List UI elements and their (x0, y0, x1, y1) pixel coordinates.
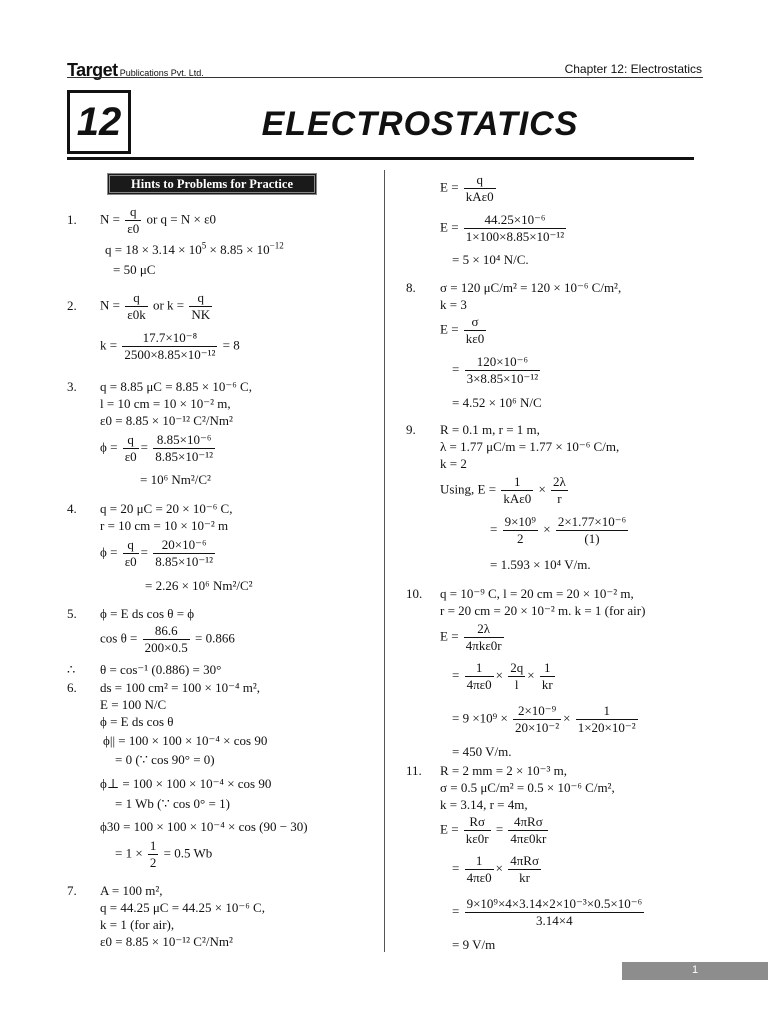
problem-2-line-1: N = $\frac{q}{\varepsilon 0k}$ or k = $\frac{q}{NK}$ (100, 290, 211, 323)
problem-3-line-3: ε0 = 8.85 × 10⁻¹² C²/Nm² (100, 413, 233, 428)
problem-number: 10. (406, 586, 423, 601)
page-number-bar: 1 (622, 962, 768, 980)
problem-7-line-3: k = 1 (for air), (100, 917, 175, 932)
problem-10-line-6: = 450 V/m. (452, 744, 512, 759)
problem-8-line-5: = 4.52 × 10⁶ N/C (452, 395, 542, 410)
problem-10-line-2: r = 20 cm = 20 × 10⁻² m. k = 1 (for air) (440, 603, 646, 618)
problem-9-line-1: R = 0.1 m, r = 1 m, (440, 422, 540, 437)
problem-9-line-2: λ = 1.77 μC/m = 1.77 × 10⁻⁶ C/m, (440, 439, 620, 454)
problem-3-line-4: ϕ = $\frac{q}{\varepsilon 0}$ = $\frac{\text{8.85×10⁻⁶}}{\text{8.85×10⁻¹²}}$ (100, 432, 213, 465)
title-rule (67, 157, 694, 160)
problem-5-line-1: ϕ = E ds cos θ = ϕ (100, 606, 195, 621)
hints-banner: Hints to Problems for Practice (107, 173, 317, 195)
problem-7-line-6: E = $\frac{\text{44.25×10⁻⁶}}{\text{1×100×8.85×10⁻¹²}}$ (440, 212, 565, 245)
chapter-label: Chapter 12: Electrostatics (564, 62, 702, 76)
problem-6-line-2: E = 100 N/C (100, 697, 167, 712)
problem-4-line-3: ϕ = $\frac{q}{\varepsilon 0}$ = $\frac{\text{20×10⁻⁶}}{\text{8.85×10⁻¹²}}$ (100, 537, 213, 570)
problem-11-line-2: σ = 0.5 μC/m² = 0.5 × 10⁻⁶ C/m², (440, 780, 615, 795)
header-rule (67, 77, 703, 78)
problem-8-line-2: k = 3 (440, 297, 467, 312)
problem-number: 8. (406, 280, 416, 295)
problem-10-line-1: q = 10⁻⁹ C, l = 20 cm = 20 × 10⁻² m, (440, 586, 634, 601)
problem-6-line-4: ϕ|| = 100 × 100 × 10⁻⁴ × cos 90 (103, 733, 268, 748)
problem-6-line-1: ds = 100 cm² = 100 × 10⁻⁴ m², (100, 680, 260, 695)
problem-11-line-7: = 9 V/m (452, 937, 496, 952)
problem-6-line-8: ϕ30 = 100 × 100 × 10⁻⁴ × cos (90 − 30) (100, 819, 308, 834)
problem-6-line-7: = 1 Wb (∵ cos 0° = 1) (115, 796, 230, 811)
problem-7-line-2: q = 44.25 μC = 44.25 × 10⁻⁶ C, (100, 900, 265, 915)
problem-4-line-1: q = 20 μC = 20 × 10⁻⁶ C, (100, 501, 233, 516)
problem-8-line-3: E = $\frac{\sigma}{k\varepsilon 0}$ (440, 314, 485, 347)
problem-number: 2. (67, 298, 77, 313)
problem-number: 9. (406, 422, 416, 437)
problem-3-line-5: = 10⁶ Nm²/C² (140, 472, 211, 487)
problem-11-line-3: k = 3.14, r = 4m, (440, 797, 528, 812)
problem-9-line-3: k = 2 (440, 456, 467, 471)
problem-number: 4. (67, 501, 77, 516)
problem-8-line-4: = $\frac{\text{120×10⁻⁶}}{\text{3×8.85×10⁻¹²}}$ (452, 354, 539, 387)
brand-name: Target (67, 60, 118, 80)
problem-9-line-5: = $\frac{\text{9×10⁹}}{2}$ × $\frac{\text{2×1.77×10⁻⁶}}{(1)}$ (490, 514, 627, 547)
problem-7-line-7: = 5 × 10⁴ N/C. (452, 252, 529, 267)
problem-7-line-4: ε0 = 8.85 × 10⁻¹² C²/Nm² (100, 934, 233, 949)
problem-7-line-1: A = 100 m², (100, 883, 163, 898)
problem-1-line-3: = 50 μC (113, 262, 156, 277)
problem-6-line-3: ϕ = E ds cos θ (100, 714, 174, 729)
problem-11-line-5: = $\frac{1}{4\pi\varepsilon 0}$ × $\frac{\text{4πRσ}}{kr}$ (452, 853, 539, 886)
problem-9-line-4: Using, E = $\frac{1}{\text{kAε0}}$ × $\frac{2\lambda}{r}$ (440, 474, 566, 507)
problem-4-line-4: = 2.26 × 10⁶ Nm²/C² (145, 578, 253, 593)
problem-8-line-1: σ = 120 μC/m² = 120 × 10⁻⁶ C/m², (440, 280, 622, 295)
problem-10-line-4: = $\frac{1}{4\pi\varepsilon 0}$ × $\frac{2q}{l}$ × $\frac{1}{kr}$ (452, 660, 553, 693)
problem-6-line-5: = 0 (∵ cos 90° = 0) (115, 752, 215, 767)
problem-11-line-4: E = $\frac{R\sigma}{k\varepsilon 0r}$ = $\frac{\text{4πRσ}}{4\pi\varepsilon 0kr}$ (440, 814, 547, 847)
problem-number: 1. (67, 212, 77, 227)
problem-3-line-2: l = 10 cm = 10 × 10⁻² m, (100, 396, 231, 411)
publisher-brand (67, 60, 204, 82)
therefore-symbol: ∴ (67, 662, 76, 677)
problem-6-line-9: = 1 × $\frac{1}{2}$ = 0.5 Wb (115, 838, 213, 871)
column-divider (384, 170, 385, 952)
problem-4-line-2: r = 10 cm = 10 × 10⁻² m (100, 518, 229, 533)
problem-number: 11. (406, 763, 422, 778)
problem-number: 6. (67, 680, 77, 695)
problem-number: 3. (67, 379, 77, 394)
problem-10-line-3: E = $\frac{2\lambda}{\text{4πkε0r}}$ (440, 621, 502, 654)
problem-5-line-3: θ = cos⁻¹ (0.886) = 30° (100, 662, 222, 677)
problem-11-line-6: = $\frac{\text{9×10⁹×4×3.14×2×10⁻³×0.5×10⁻⁶}}{3.14\times 4}$ (452, 896, 643, 929)
problem-2-line-2: k = $\frac{\text{17.7×10⁻⁸}}{\text{2500×8.85×10⁻¹²}}$ = 8 (100, 330, 240, 363)
problem-7-line-5: E = $\frac{q}{\text{kAε0}}$ (440, 172, 494, 205)
problem-6-line-6: ϕ⊥ = 100 × 100 × 10⁻⁴ × cos 90 (100, 776, 272, 791)
problem-number: 5. (67, 606, 77, 621)
chapter-title: ELECTROSTATICS (261, 105, 579, 143)
problem-9-line-6: = 1.593 × 10⁴ V/m. (490, 557, 591, 572)
problem-3-line-1: q = 8.85 μC = 8.85 × 10⁻⁶ C, (100, 379, 252, 394)
problem-10-line-5: = 9 ×10⁹ × $\frac{\text{2×10⁻⁹}}{\text{20×10⁻²}}$ × $\frac{1}{\text{1×20×10⁻²}}$ (452, 703, 636, 736)
problem-1-line-2: $q = 18 \times 3.14 \times 10^5 \times 8.85 \times 10^{-12}$ (105, 240, 284, 257)
brand-subtitle: Publications Pvt. Ltd. (119, 68, 204, 78)
chapter-number-box: 12 (67, 90, 131, 154)
problem-5-line-2: cos θ = $\frac{86.6}{200\times 0.5}$ = 0.866 (100, 623, 235, 656)
problem-1-line-1: N = $\frac{q}{\varepsilon 0}$ or q = N × ε0 (100, 204, 217, 237)
problem-11-line-1: R = 2 mm = 2 × 10⁻³ m, (440, 763, 568, 778)
problem-number: 7. (67, 883, 77, 898)
